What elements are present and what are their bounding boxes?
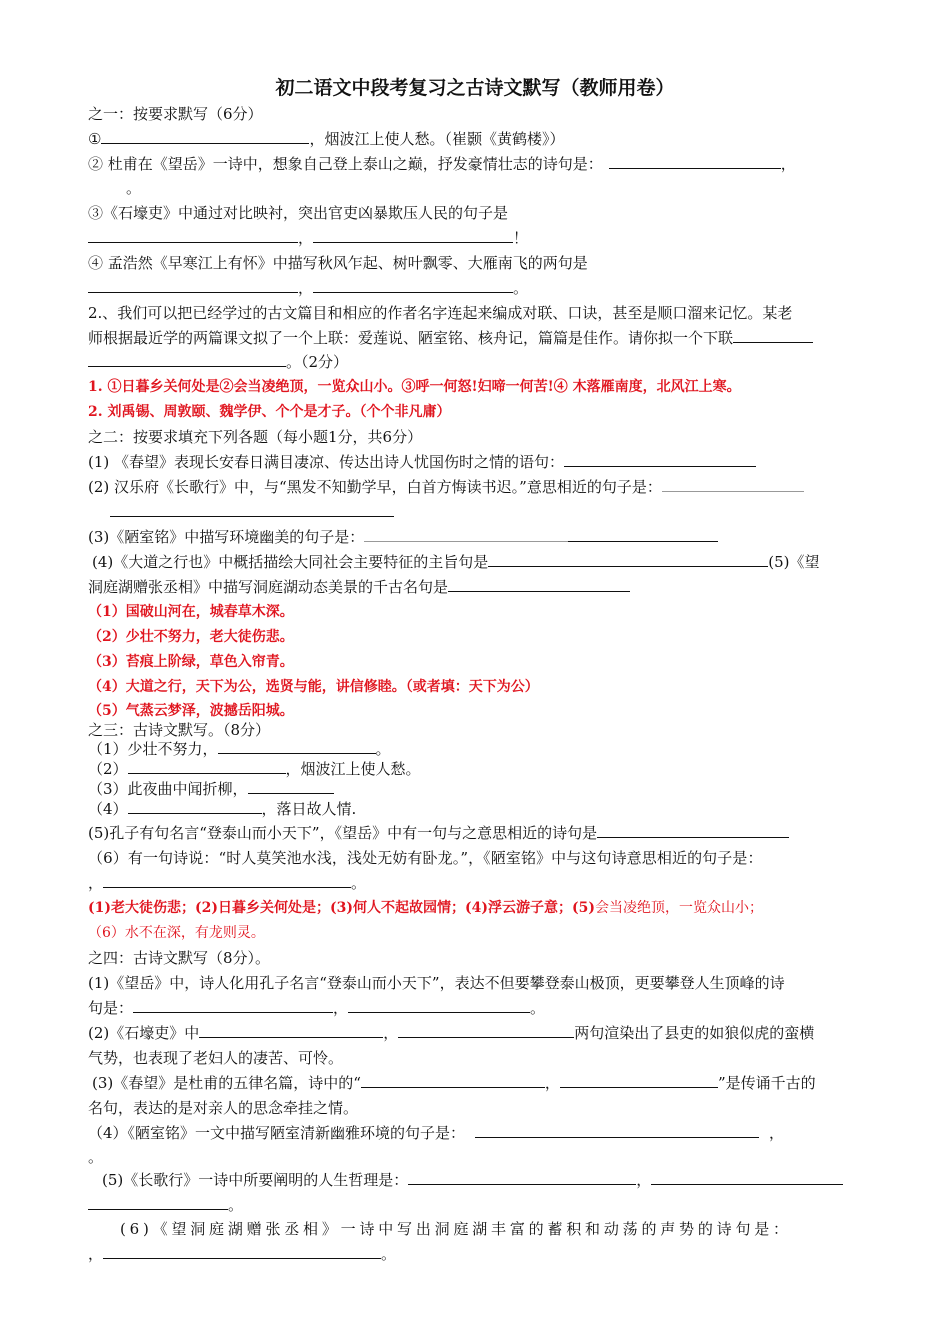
answer-blank[interactable]: [313, 277, 513, 293]
answer-blank[interactable]: [313, 227, 513, 243]
answer-blank[interactable]: [128, 758, 286, 774]
answer-blank[interactable]: [733, 327, 813, 343]
s3-answer-2: （6）水不在深，有龙则灵。: [88, 925, 265, 941]
answer-blank[interactable]: [448, 576, 630, 592]
s3-question-3: （3）此夜曲中闻折柳，: [88, 778, 334, 799]
answer-blank[interactable]: [133, 997, 333, 1013]
answer-blank[interactable]: [488, 551, 768, 567]
answer-blank[interactable]: [88, 277, 298, 293]
s4-question-1-blanks: 句是： ， 。: [88, 999, 546, 1017]
answer-blank[interactable]: [361, 1072, 545, 1088]
s1-question-1: ① ，烟波江上使人愁。（崔颢《黄鹤楼》）: [88, 130, 565, 148]
s1-answer-1: 1. ①日暮乡关何处是②会当凌绝顶，一览众山小。③呼一何怒!妇啼一何苦!④ 木落雁南度，北风江上寒。: [88, 379, 741, 395]
section-1-heading: 之一：按要求默写（6分）: [88, 105, 263, 123]
s4-question-3: (3)《春望》是杜甫的五律名篇，诗中的“ ， ”是传诵千古的: [92, 1074, 816, 1092]
answer-blank[interactable]: [248, 778, 334, 794]
answer-blank[interactable]: [597, 822, 789, 838]
answer-blank[interactable]: [364, 526, 568, 542]
s3-question-5: (5)孔子有句名言“登泰山而小天下”，《望岳》中有一句与之意思相近的诗句是: [88, 821, 789, 845]
s1-question-4: ④ 孟浩然《早寒江上有怀》中描写秋风乍起、树叶飘零、大雁南飞的两句是: [88, 254, 588, 272]
s1-question-3: ③《石壕吏》中通过对比映衬，突出官吏凶暴欺压人民的句子是: [88, 204, 509, 222]
answer-blank[interactable]: [568, 526, 718, 542]
section-3-heading: 之三：古诗文默写。（8分）: [88, 721, 271, 739]
answer-blank[interactable]: [408, 1169, 636, 1185]
s4-question-1: (1)《望岳》中，诗人化用孔子名言“登泰山而小天下”，表达不但要攀登泰山极顶，更要攀登人生顶峰的诗: [88, 974, 785, 992]
s1-question-5-line2: 师根据最近学的两篇课文拟了一个上联：爱莲说、陋室铭、核舟记，篇篇是佳作。请你拟一个下联: [88, 326, 813, 350]
answer-blank[interactable]: [651, 1169, 843, 1185]
s2-answer-1: （1）国破山河在，城春草木深。: [88, 604, 294, 620]
answer-blank[interactable]: [398, 1022, 574, 1038]
answer-blank[interactable]: [475, 1122, 759, 1138]
s2-question-4: (4)《大道之行也》中概括描绘大同社会主要特征的主旨句是 (5)《望: [92, 553, 820, 571]
answer-blank[interactable]: [103, 872, 351, 888]
answer-blank[interactable]: [128, 798, 262, 814]
s3-question-2: （2） ，烟波江上使人愁。: [88, 760, 421, 778]
answer-blank[interactable]: [88, 351, 286, 367]
s3-question-4: （4） ，落日故人情.: [88, 800, 357, 818]
s1-question-4-blanks: ， 。: [88, 276, 528, 300]
answer-blank[interactable]: [218, 738, 376, 754]
section-4-heading: 之四：古诗文默写（8分）。: [88, 949, 271, 967]
s3-question-6-blanks: ， 。: [88, 874, 367, 892]
answer-blank[interactable]: [348, 997, 530, 1013]
answer-blank[interactable]: [199, 1022, 383, 1038]
s4-question-2-cont: 气势，也表现了老妇人的凄苦、可怜。: [88, 1049, 344, 1067]
s4-question-4-end: 。: [88, 1148, 104, 1166]
s2-answer-2: （2）少壮不努力，老大徒伤悲。: [88, 629, 294, 645]
s4-question-6-blanks: ， 。: [88, 1245, 397, 1263]
s2-answer-5: （5）气蒸云梦泽，波撼岳阳城。: [88, 703, 294, 719]
answer-blank[interactable]: [103, 1243, 381, 1259]
s4-question-2: (2)《石壕吏》中 ， 两句渲染出了县吏的如狼似虎的蛮横: [88, 1024, 815, 1042]
answer-blank[interactable]: [106, 178, 126, 193]
s1-question-3-blanks: ， ！: [88, 226, 528, 250]
answer-blank[interactable]: [560, 1072, 718, 1088]
s1-answer-2: 2. 刘禹锡、周敦颐、魏学伊、个个是才子。（个个非凡庸）: [88, 404, 451, 420]
s3-question-6: （6）有一句诗说：“时人莫笑池水浅，浅处无妨有卧龙。”，《陋室铭》中与这句诗意思相近的句子是：: [88, 849, 763, 867]
answer-blank[interactable]: [101, 128, 309, 144]
s1-question-2-end: 。: [106, 176, 141, 200]
s2-question-5: 洞庭湖赠张丞相》中描写洞庭湖动态美景的千古名句是: [88, 575, 630, 599]
s4-question-3-cont: 名句，表达的是对亲人的思念牵挂之情。: [88, 1099, 359, 1117]
s2-question-2: (2) 汉乐府《长歌行》中，与“黑发不知勤学早，白首方悔读书迟。”意思相近的句子是：: [88, 475, 804, 499]
s2-question-1: (1) 《春望》表现长安春日满目凄凉、传达出诗人忧国伤时之情的语句：: [88, 450, 756, 474]
s1-question-5-line1: 2.、我们可以把已经学过的古文篇目和相应的作者名字连起来编成对联、口诀，甚至是顺口溜来记忆。某老: [88, 304, 793, 322]
s4-question-5-cont: 。: [88, 1193, 243, 1217]
s2-answer-4: （4）大道之行，天下为公，选贤与能，讲信修睦。（或者填：天下为公）: [88, 679, 539, 695]
s2-question-3: (3)《陋室铭》中描写环境幽美的句子是：: [88, 525, 718, 549]
answer-blank[interactable]: [88, 1194, 228, 1210]
s3-answer-1: (1)老大徒伤悲；(2)日暮乡关何处是；(3)何人不起故园情；(4)浮云游子意；(5)会当凌绝顶，一览众山小；: [88, 900, 763, 916]
s2-answer-3: （3）苔痕上阶绿，草色入帘青。: [88, 654, 294, 670]
s4-question-6: (6)《望洞庭湖赠张丞相》一诗中写出洞庭湖丰富的蓄积和动荡的声势的诗句是：: [120, 1220, 792, 1238]
answer-blank[interactable]: [662, 476, 804, 492]
s1-question-2: ② 杜甫在《望岳》一诗中，想象自己登上泰山之巅，抒发豪情壮志的诗句是： ，: [88, 155, 796, 173]
s4-question-5: (5)《长歌行》一诗中所要阐明的人生哲理是： ，: [102, 1168, 843, 1192]
page-title: 初二语文中段考复习之古诗文默写（教师用卷）: [275, 77, 675, 99]
section-2-heading: 之二：按要求填充下列各题（每小题1分，共6分）: [88, 428, 423, 446]
answer-blank[interactable]: [564, 451, 756, 467]
s4-question-4: （4）《陋室铭》一文中描写陋室清新幽雅环境的句子是： ，: [88, 1124, 785, 1142]
answer-blank[interactable]: [88, 227, 298, 243]
answer-blank[interactable]: [110, 501, 394, 517]
answer-blank[interactable]: [609, 153, 781, 169]
s3-question-1: （1）少壮不努力， 。: [88, 740, 391, 758]
s2-question-2-cont: [110, 500, 394, 524]
s1-question-5-line3: 。（2分）: [88, 350, 348, 374]
